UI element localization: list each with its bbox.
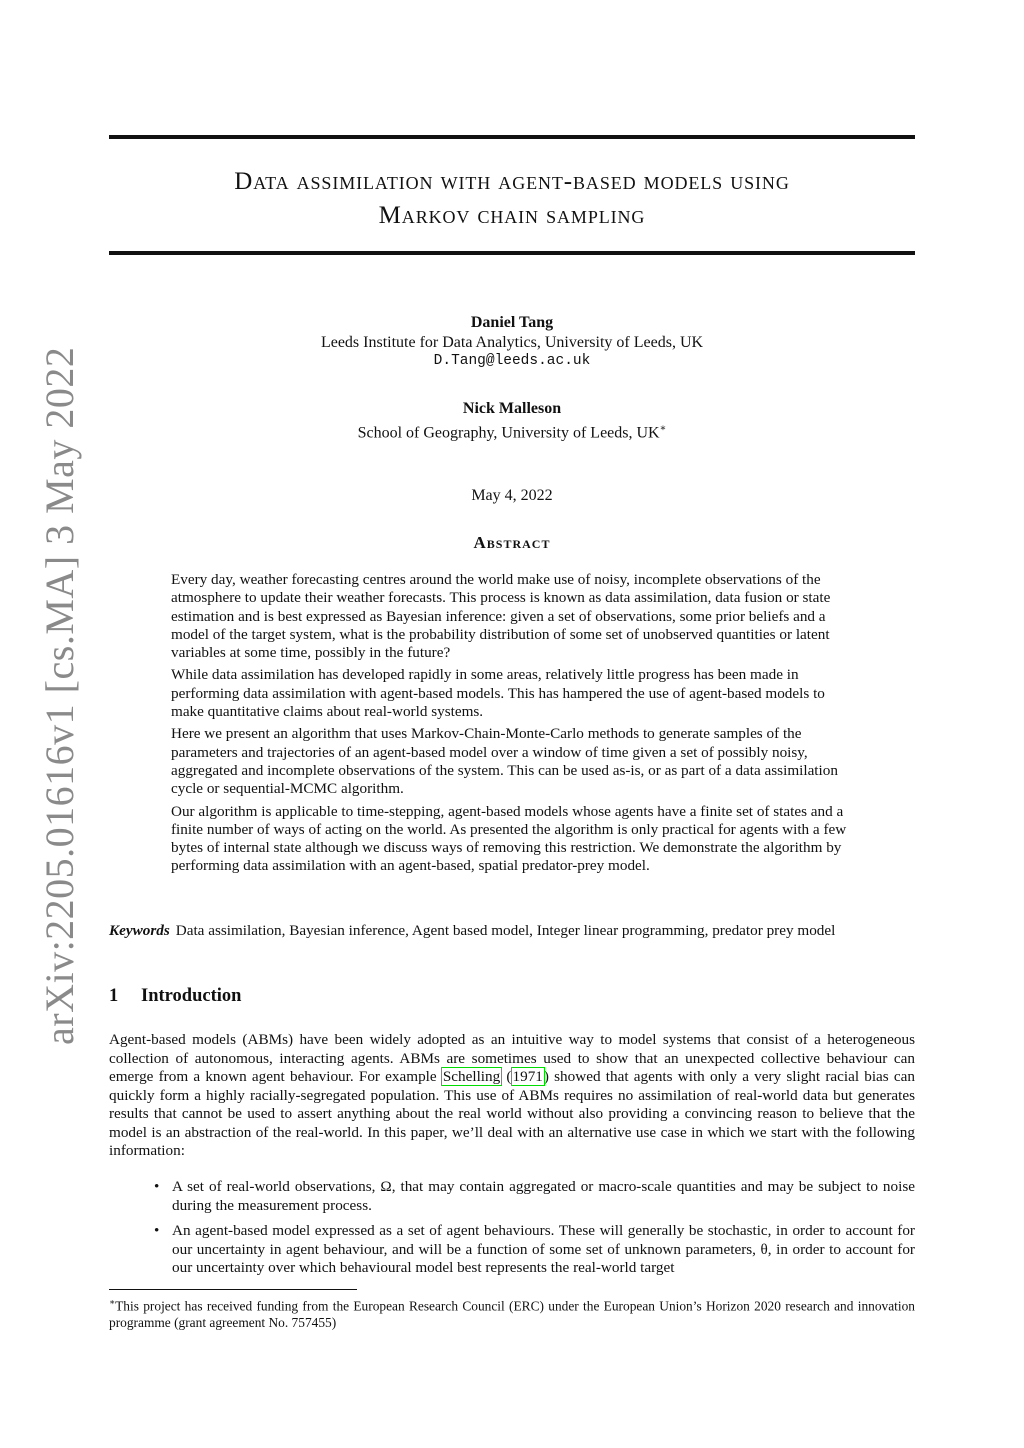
abstract-paragraph: While data assimilation has developed rapidly in some areas, relatively little progress has been made in performing data assimilation with agent-based models. This has hampered the use of agent-based models to make quantitative claims about real-world systems. xyxy=(171,666,825,721)
intro-paragraph: Agent-based models (ABMs) have been widely adopted as an intuitive way to model systems that consist of a heterogeneous collection of autonomous, interacting agents. ABMs are sometimes used to show that an unexpected collective behaviour can emerge from a known agent behaviour. For example Schelling (1971) showed that agents with only a very slight racial bias can quickly form a highly racially-segregated population. This use of ABMs requires no assimilation of real-world data but generates results that cannot be used to assert anything about the real world without also providing a convincing reason to believe that the model is an abstraction of the real-world. In this paper, we’ll deal with an alternative use case in which we start with the following information: xyxy=(109,1031,916,1159)
list-item xyxy=(150,1222,915,1278)
paper-title xyxy=(109,165,915,233)
abstract-paragraph: Our algorithm is applicable to time-stepping, agent-based models whose agents have a finite set of states and a finite number of ways of acting on the world. As presented the algorithm is only practical for agents with a few bytes of internal state although we discuss ways of removing this restriction. We demonstrate the algorithm by performing data assimilation with an agent-based, spatial predator-prey model. xyxy=(171,802,847,875)
author-affiliation xyxy=(0,419,1024,443)
title-line-2: Markov chain sampling xyxy=(378,202,646,229)
affiliation-text: School of Geography, University of Leeds, UK xyxy=(357,423,660,441)
section-title: Introduction xyxy=(141,986,242,1006)
arxiv-identifier: arXiv:2205.01616v1 [cs.MA] 3 May 2022 xyxy=(37,346,82,1045)
footnote xyxy=(109,1294,915,1331)
author-block-1 xyxy=(0,313,1024,372)
citation-link-author[interactable]: Schelling xyxy=(442,1068,501,1085)
abstract-body xyxy=(171,571,854,880)
list-item xyxy=(150,1178,915,1215)
author-block-2 xyxy=(0,399,1024,442)
bullet-list xyxy=(150,1178,915,1285)
intro-text-end: showed that agents with only a very slight racial bias can quickly form a highly racially-segregated population. This use of ABMs requires no assimilation of real-world data but generates results that cannot be used to assert anything about the real world without also providing a convincing reason to believe that the model is an abstraction of the real-world. In this paper, we’ll deal with an alternative use case in which we start with the following information: xyxy=(109,1068,916,1159)
abstract-paragraph: Here we present an algorithm that uses Markov-Chain-Monte-Carlo methods to generate samples of the parameters and trajectories of an agent-based model over a window of time given a set of possibly noisy, aggregated and incomplete observations of the system. This can be used as-is, or as part of a data assimilation cycle or sequential-MCMC algorithm. xyxy=(171,725,838,798)
title-bottom-rule xyxy=(109,251,915,255)
keywords-text: Data assimilation, Bayesian inference, Agent based model, Integer linear programming, predator prey model xyxy=(175,922,836,939)
author-name: Daniel Tang xyxy=(470,314,554,331)
intro-text-start: Agent-based models (ABMs) have been widely adopted as an intuitive way to model systems that consist of a heterogeneous collection of autonomous, interacting agents. ABMs are sometimes used to show that an unexpected collective behaviour can emerge from a known agent behaviour. For example xyxy=(109,1031,915,1085)
footnote-rule xyxy=(109,1289,357,1290)
citation-link-year[interactable]: 1971 xyxy=(512,1068,543,1085)
author-affiliation: Leeds Institute for Data Analytics, University of Leeds, UK xyxy=(320,333,704,351)
abstract-paragraph: Every day, weather forecasting centres around the world make use of noisy, incomplete observations of the atmosphere to update their weather forecasts. This process is known as data assimilation, data fusion or state estimation and is best expressed as Bayesian inference: given a set of observations, some prior beliefs and a model of the target system, what is the probability distribution of some set of unobserved quantities or latent variables at some time, possibly in the future? xyxy=(171,571,831,662)
footnote-text: This project has received funding from the European Research Council (ERC) under the European Union’s Horizon 2020 research and innovation programme (grant agreement No. 757455) xyxy=(109,1298,915,1330)
publication-date: May 4, 2022 xyxy=(471,487,553,504)
bullet-icon: • xyxy=(154,1178,160,1195)
section-heading xyxy=(109,986,241,1007)
section-number: 1 xyxy=(109,986,119,1006)
abstract-heading: Abstract xyxy=(473,533,551,552)
footnote-marker[interactable]: ∗ xyxy=(659,422,667,434)
list-item-text: An agent-based model expressed as a set of agent behaviours. These will generally be stochastic, in order to account for our uncertainty in agent behaviour, and will be a function of some set of unknown parameters, θ, in order to account for our uncertainty over which behavioural model best represents the real-world target xyxy=(172,1222,915,1276)
author-email[interactable]: D.Tang@leeds.ac.uk xyxy=(433,353,591,369)
footnote-mark: ∗ xyxy=(109,1297,116,1307)
list-item-text: A set of real-world observations, Ω, that may contain aggregated or macro-scale quantities and may be subject to noise during the measurement process. xyxy=(172,1178,915,1214)
keywords xyxy=(109,922,915,941)
author-name: Nick Malleson xyxy=(462,400,562,417)
keywords-label: Keywords xyxy=(109,922,170,939)
title-line-1: Data assimilation with agent-based models using xyxy=(234,168,790,195)
title-top-rule xyxy=(109,135,915,139)
bullet-icon: • xyxy=(154,1222,160,1239)
